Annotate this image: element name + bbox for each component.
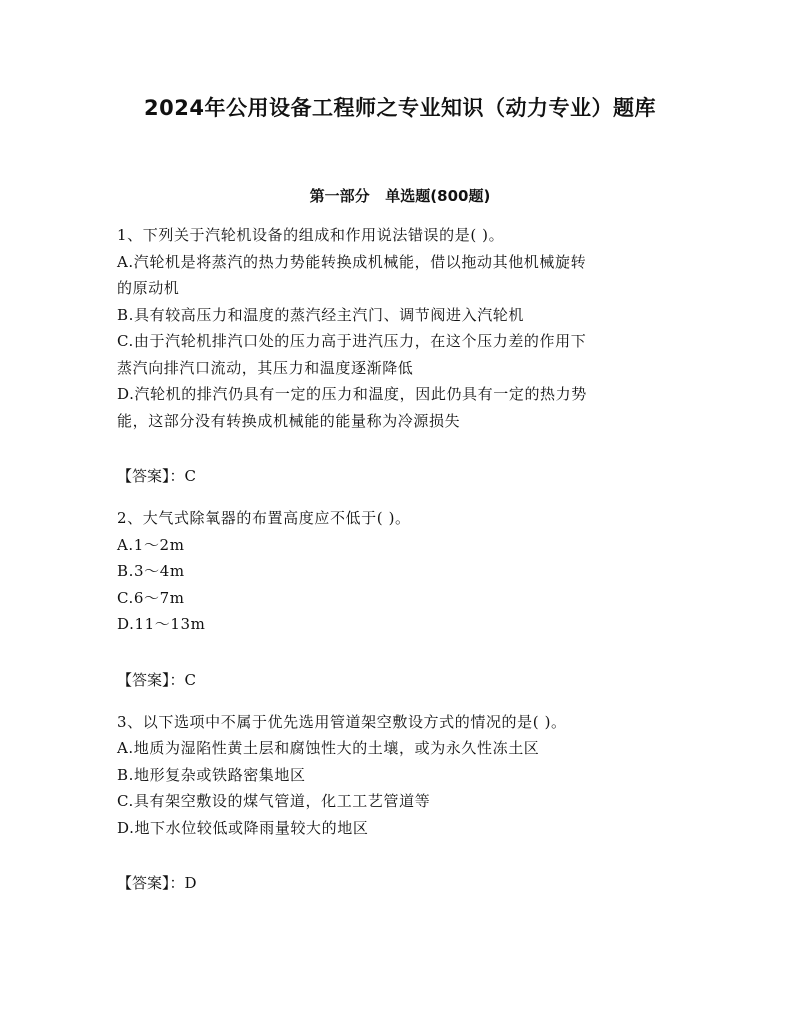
question-list [117,222,677,912]
answer-value: D [184,874,197,892]
answer-label: 【答案】： [117,670,185,689]
option-d: D.地下水位较低或降雨量较大的地区 [117,818,369,837]
question-stem: 2、大气式除氧器的布置高度应不低于( )。 [117,509,411,527]
section-title: 第一部分 单选题(800题) [309,187,491,205]
question-2 [117,505,677,693]
option-b: B.具有较高压力和温度的蒸汽经主汽门、调节阀进入汽轮机 [117,305,524,324]
answer-line [117,667,677,693]
question-3 [117,709,677,897]
document-title: 2024年公用设备工程师之专业知识（动力专业）题库 [144,96,656,120]
answer-value: C [184,467,196,485]
option-b: B.地形复杂或铁路密集地区 [117,765,306,784]
option-c-line-2: 蒸汽向排汽口流动，其压力和温度逐渐降低 [117,358,414,377]
option-a-line-1: A.汽轮机是将蒸汽的热力势能转换成机械能，借以拖动其他机械旋转 [117,252,587,271]
option-a: A.地质为湿陷性黄土层和腐蚀性大的土壤，或为永久性冻土区 [117,739,540,757]
option-d-line-2: 能，这部分没有转换成机械能的能量称为冷源损失 [117,411,461,430]
question-1 [117,222,677,489]
answer-label: 【答案】： [117,874,185,892]
option-b: B.3～4m [117,562,185,580]
answer-line [117,870,677,896]
option-c: C.具有架空敷设的煤气管道，化工工艺管道等 [117,792,431,810]
option-d: D.11～13m [117,615,206,633]
question-stem: 1、下列关于汽轮机设备的组成和作用说法错误的是( )。 [117,226,505,244]
answer-line [117,463,677,489]
option-d-line-1: D.汽轮机的排汽仍具有一定的压力和温度，因此仍具有一定的热力势 [117,385,587,403]
option-c-line-1: C.由于汽轮机排汽口处的压力高于进汽压力，在这个压力差的作用下 [117,332,587,350]
question-stem: 3、以下选项中不属于优先选用管道架空敷设方式的情况的是( )。 [117,712,567,731]
option-a-line-2: 的原动机 [117,279,180,297]
option-c: C.6～7m [117,588,185,607]
answer-label: 【答案】： [117,467,185,485]
answer-value: C [184,670,196,689]
option-a: A.1～2m [117,535,185,554]
